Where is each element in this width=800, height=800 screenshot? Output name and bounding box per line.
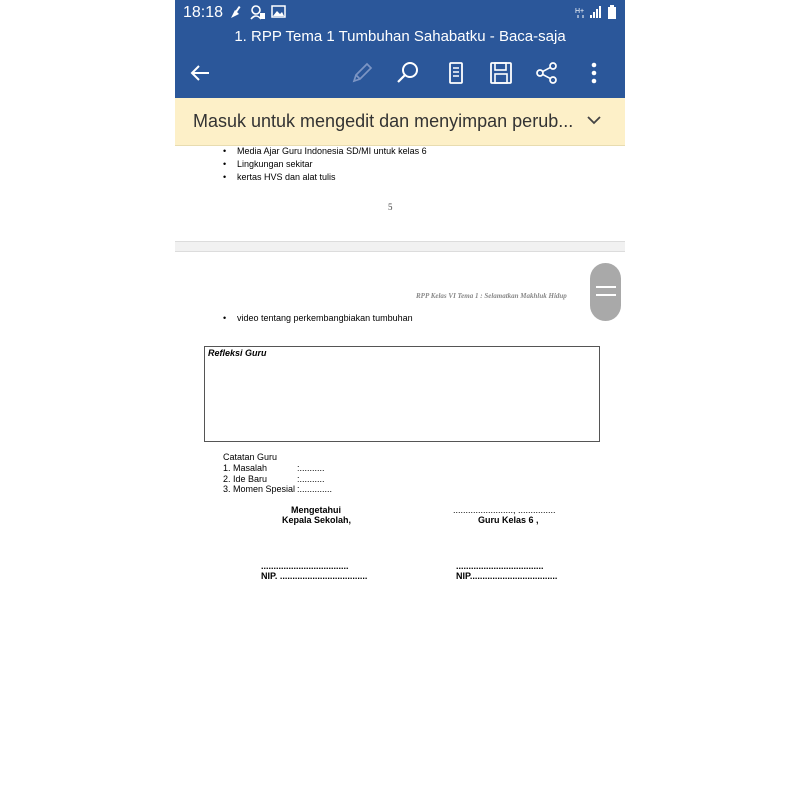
- signal-icon: [589, 5, 603, 24]
- search-icon: [395, 73, 421, 90]
- catatan-guru-title: Catatan Guru: [223, 452, 278, 462]
- signature-right-date: ........................, ...............: [453, 505, 556, 515]
- mobile-view-icon: [443, 73, 469, 90]
- broom-icon: [229, 5, 245, 24]
- signature-right-nip: NIP...................................: [456, 571, 558, 581]
- signature-left-label: Mengetahui: [291, 505, 342, 515]
- signature-left-name-line: ...................................: [261, 561, 349, 571]
- signature-right-name-line: ...................................: [456, 561, 544, 571]
- signature-left-nip: NIP. ...................................: [261, 571, 368, 581]
- scroll-handle[interactable]: [590, 263, 621, 321]
- phone-screen: [175, 0, 625, 800]
- image-icon: [271, 5, 286, 23]
- share-button[interactable]: [534, 60, 564, 88]
- battery-icon: [607, 5, 617, 25]
- catatan-item-value: :.............: [297, 484, 333, 494]
- bullet-dot: •: [223, 146, 227, 156]
- page-break: [175, 241, 625, 252]
- list-item: video tentang perkembangbiakan tumbuhan: [237, 313, 413, 323]
- save-icon: [488, 73, 514, 90]
- running-header: RPP Kelas VI Tema 1 : Selamatkan Makhluk Hidup: [416, 292, 567, 300]
- document-title: 1. RPP Tema 1 Tumbuhan Sahabatku - Baca-saja: [234, 28, 566, 45]
- share-icon: [534, 73, 560, 90]
- catatan-item-label: 1. Masalah: [223, 463, 268, 473]
- bullet-dot: •: [223, 172, 227, 182]
- signature-right-title: Guru Kelas 6 ,: [478, 515, 539, 525]
- save-button[interactable]: [488, 60, 518, 88]
- back-arrow-icon: [187, 73, 213, 90]
- mobile-view-button[interactable]: [443, 60, 473, 88]
- catatan-item-label: 3. Momen Spesial: [223, 484, 296, 494]
- edit-button[interactable]: [349, 60, 379, 88]
- page-number: 5: [388, 202, 393, 212]
- bullet-dot: •: [223, 159, 227, 169]
- signin-banner[interactable]: [175, 98, 625, 146]
- drag-lines-icon: [595, 284, 617, 303]
- back-button[interactable]: [187, 60, 217, 88]
- network-type-icon: [575, 5, 587, 24]
- search-button[interactable]: [395, 60, 425, 88]
- edit-pencil-icon: [349, 73, 375, 90]
- toolbar: [175, 50, 625, 98]
- bluetooth-user-icon: [250, 5, 266, 25]
- list-item: Lingkungan sekitar: [237, 159, 313, 169]
- status-bar: [175, 0, 625, 26]
- catatan-item-value: :..........: [297, 474, 325, 484]
- status-time: 18:18: [183, 4, 224, 21]
- chevron-down-icon[interactable]: [585, 113, 603, 132]
- svg-text:H+: H+: [575, 8, 585, 15]
- refleksi-guru-box: [204, 346, 600, 442]
- catatan-item-label: 2. Ide Baru: [223, 474, 268, 484]
- bullet-dot: •: [223, 313, 227, 323]
- catatan-item-value: :..........: [297, 463, 325, 473]
- refleksi-title: Refleksi Guru: [208, 348, 267, 358]
- signin-banner-text: Masuk untuk mengedit dan menyimpan perub...: [193, 111, 574, 131]
- list-item: kertas HVS dan alat tulis: [237, 172, 336, 182]
- signature-left-title: Kepala Sekolah,: [282, 515, 352, 525]
- more-icon: [581, 73, 607, 90]
- more-options-button[interactable]: [581, 60, 611, 88]
- title-bar: [175, 26, 625, 50]
- list-item: Media Ajar Guru Indonesia SD/MI untuk kelas 6: [237, 146, 427, 156]
